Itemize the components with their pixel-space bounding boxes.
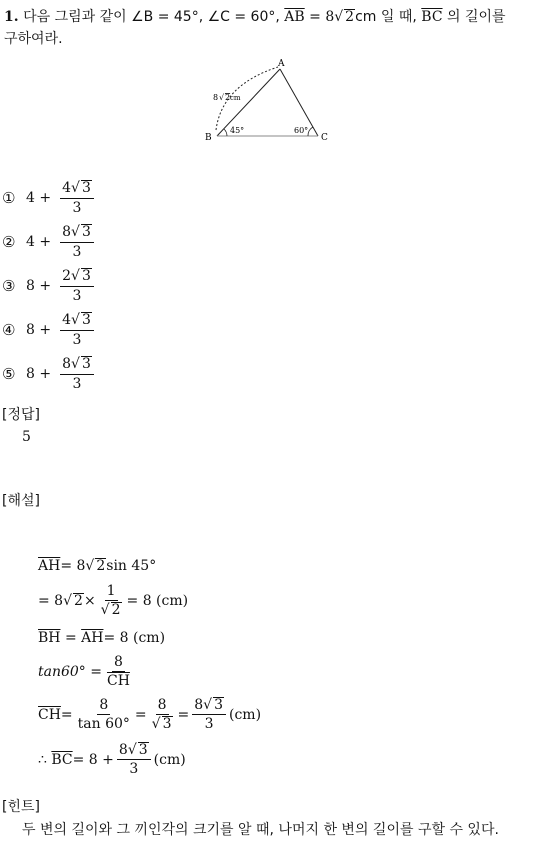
question-text-3: 의 길이를 — [442, 9, 506, 25]
choice-number: ④ — [2, 321, 16, 339]
solution-line-3 — [38, 630, 165, 646]
l5-eq2: = — [134, 706, 147, 723]
choice-fraction: $\frac{4√ 3}{3}$ — [60, 180, 94, 215]
l5-tail: (cm) — [229, 706, 262, 723]
l6-lead: ∴ — [38, 751, 52, 768]
question-eq: = 8 — [304, 9, 335, 25]
angle-b-arc — [224, 129, 227, 136]
hint-text: 두 변의 길이와 그 끼인각의 크기를 알 때, 나머지 한 변의 길이를 구할 수 있다. — [22, 822, 499, 838]
choice-num-coef: 4 — [62, 312, 72, 329]
l2-fnum: 1 — [105, 583, 118, 601]
l5-f2num: 8 — [156, 697, 169, 715]
choice-number: ⑤ — [2, 365, 16, 383]
l5-f3coef: 8 — [194, 697, 204, 713]
choice-integer: 8 + — [26, 366, 52, 382]
choice-item-2[interactable] — [2, 220, 97, 264]
l5-eq3: = — [177, 706, 190, 723]
angle-c-label: 60° — [294, 126, 309, 135]
solution-label: [해설] — [2, 493, 40, 509]
question-line-2: 구하여라. — [4, 31, 63, 47]
choice-item-1[interactable] — [2, 176, 97, 220]
seg-ah: $\overline{AH}$ — [38, 558, 61, 574]
choice-num-rad: 3 — [81, 224, 91, 241]
seg-ch: $\overline{CH}$ — [38, 706, 61, 723]
l6-mid: = 8 + — [72, 751, 114, 768]
l4-fnum: 8 — [112, 654, 125, 672]
l4-lhs: tan60° = — [38, 663, 102, 680]
l4-fden: CH — [106, 673, 130, 690]
seg-ah-2: $\overline{AH}$ — [81, 630, 104, 646]
seg-bh: $\overline{BH}$ — [38, 630, 61, 646]
sqrt-radicand: 2 — [345, 9, 355, 25]
choice-fraction: $\frac{4√ 3}{3}$ — [60, 312, 94, 347]
vertex-b-label: B — [205, 133, 212, 143]
side-length-unit: cm — [230, 94, 241, 102]
l5-fraction-3: $\frac{8√ 3}{3}$ — [192, 697, 226, 732]
l6-fcoef: 8 — [118, 742, 128, 758]
l2-tail: = 8 (cm) — [126, 592, 189, 609]
question-text-2: cm 일 때, — [355, 9, 417, 25]
l6-fden: 3 — [129, 761, 139, 778]
question-text-1: 다음 그림과 같이 ∠B = 45°, ∠C = 60°, — [23, 9, 280, 25]
l5-fraction-2: $\frac{8}{√ 3}$ — [151, 697, 172, 733]
l2-rad: 2 — [74, 592, 83, 609]
l5-f3den: 3 — [204, 716, 214, 733]
choice-integer: 8 + — [26, 322, 52, 338]
question-number: 1. — [4, 9, 19, 25]
segment-bc: $\overline{BC}$ — [421, 9, 443, 25]
choice-list — [2, 176, 97, 396]
l6-frad: 3 — [138, 742, 148, 758]
solution-line-5 — [38, 697, 261, 732]
solution-line-6 — [38, 742, 186, 777]
choice-item-4[interactable] — [2, 308, 97, 352]
hint-label: [힌트] — [2, 799, 40, 815]
seg-bc-2: $\overline{BC}$ — [51, 751, 73, 768]
vertex-c-label: C — [321, 133, 328, 143]
answer-value: 5 — [22, 429, 31, 445]
answer-label: [정답] — [2, 407, 40, 423]
l1-rhs: = 8 — [60, 558, 86, 574]
choice-num-rad: 3 — [81, 268, 91, 285]
sqrt-symbol: √ — [334, 9, 344, 25]
choice-den: 3 — [72, 287, 82, 304]
triangle-figure — [200, 55, 335, 147]
l6-tail: (cm) — [153, 751, 186, 768]
choice-num-coef: 2 — [62, 268, 72, 285]
choice-den: 3 — [72, 375, 82, 392]
l4-fraction — [105, 654, 132, 689]
l5-f2den: 3 — [162, 716, 172, 733]
l5-eq: = — [60, 706, 73, 723]
l2-times: × — [83, 592, 96, 609]
side-length-sqrt: √ — [219, 93, 225, 102]
angle-c-arc — [308, 127, 313, 136]
l5-fraction-1 — [76, 697, 132, 732]
vertex-a-label: A — [278, 59, 285, 69]
choice-den: 3 — [72, 199, 82, 216]
choice-integer: 4 + — [26, 190, 52, 206]
choice-integer: 4 + — [26, 234, 52, 250]
choice-item-3[interactable] — [2, 264, 97, 308]
l5-f1num: 8 — [97, 697, 110, 715]
choice-den: 3 — [72, 331, 82, 348]
choice-number: ③ — [2, 277, 16, 295]
l2-fraction: $\frac{1}{√ 2}$ — [100, 583, 121, 619]
choice-num-rad: 3 — [81, 356, 91, 373]
solution-line-4 — [38, 654, 135, 689]
l6-fraction: $\frac{8√ 3}{3}$ — [117, 742, 151, 777]
l2-lead: = 8 — [38, 592, 64, 609]
segment-ab: $\overline{AB}$ — [284, 9, 305, 25]
choice-item-5[interactable] — [2, 352, 97, 396]
choice-number: ② — [2, 233, 16, 251]
choice-num-coef: 8 — [62, 356, 72, 373]
choice-den: 3 — [72, 243, 82, 260]
side-length-coef: 8 — [213, 93, 219, 102]
choice-num-rad: 3 — [81, 180, 91, 197]
choice-fraction: $\frac{2√ 3}{3}$ — [60, 268, 94, 303]
angle-b-label: 45° — [230, 126, 245, 135]
choice-num-coef: 8 — [62, 224, 72, 241]
l5-f1den: tan 60° — [77, 716, 130, 733]
l2-fden: 2 — [111, 602, 121, 619]
solution-line-1: $\overline{AH}$ = 8 √ 2 sin 45° — [38, 558, 157, 575]
solution-line-2: = 8 √ 2 × $\frac{1}{√ 2}$ = 8 (cm) — [38, 583, 189, 619]
choice-integer: 8 + — [26, 278, 52, 294]
question-line-1 — [4, 6, 506, 26]
l1-tail: sin 45° — [106, 558, 157, 574]
side-length-rad: 2 — [225, 93, 231, 102]
l1-rad: 2 — [96, 558, 106, 575]
choice-fraction: $\frac{8√ 3}{3}$ — [60, 224, 94, 259]
choice-fraction: $\frac{8√ 3}{3}$ — [60, 356, 94, 391]
choice-num-coef: 4 — [62, 180, 72, 197]
choice-num-rad: 3 — [81, 312, 91, 329]
l3-eq: = — [60, 630, 82, 646]
l3-tail: = 8 (cm) — [103, 630, 166, 646]
choice-number: ① — [2, 189, 16, 207]
l5-f3rad: 3 — [214, 697, 223, 713]
